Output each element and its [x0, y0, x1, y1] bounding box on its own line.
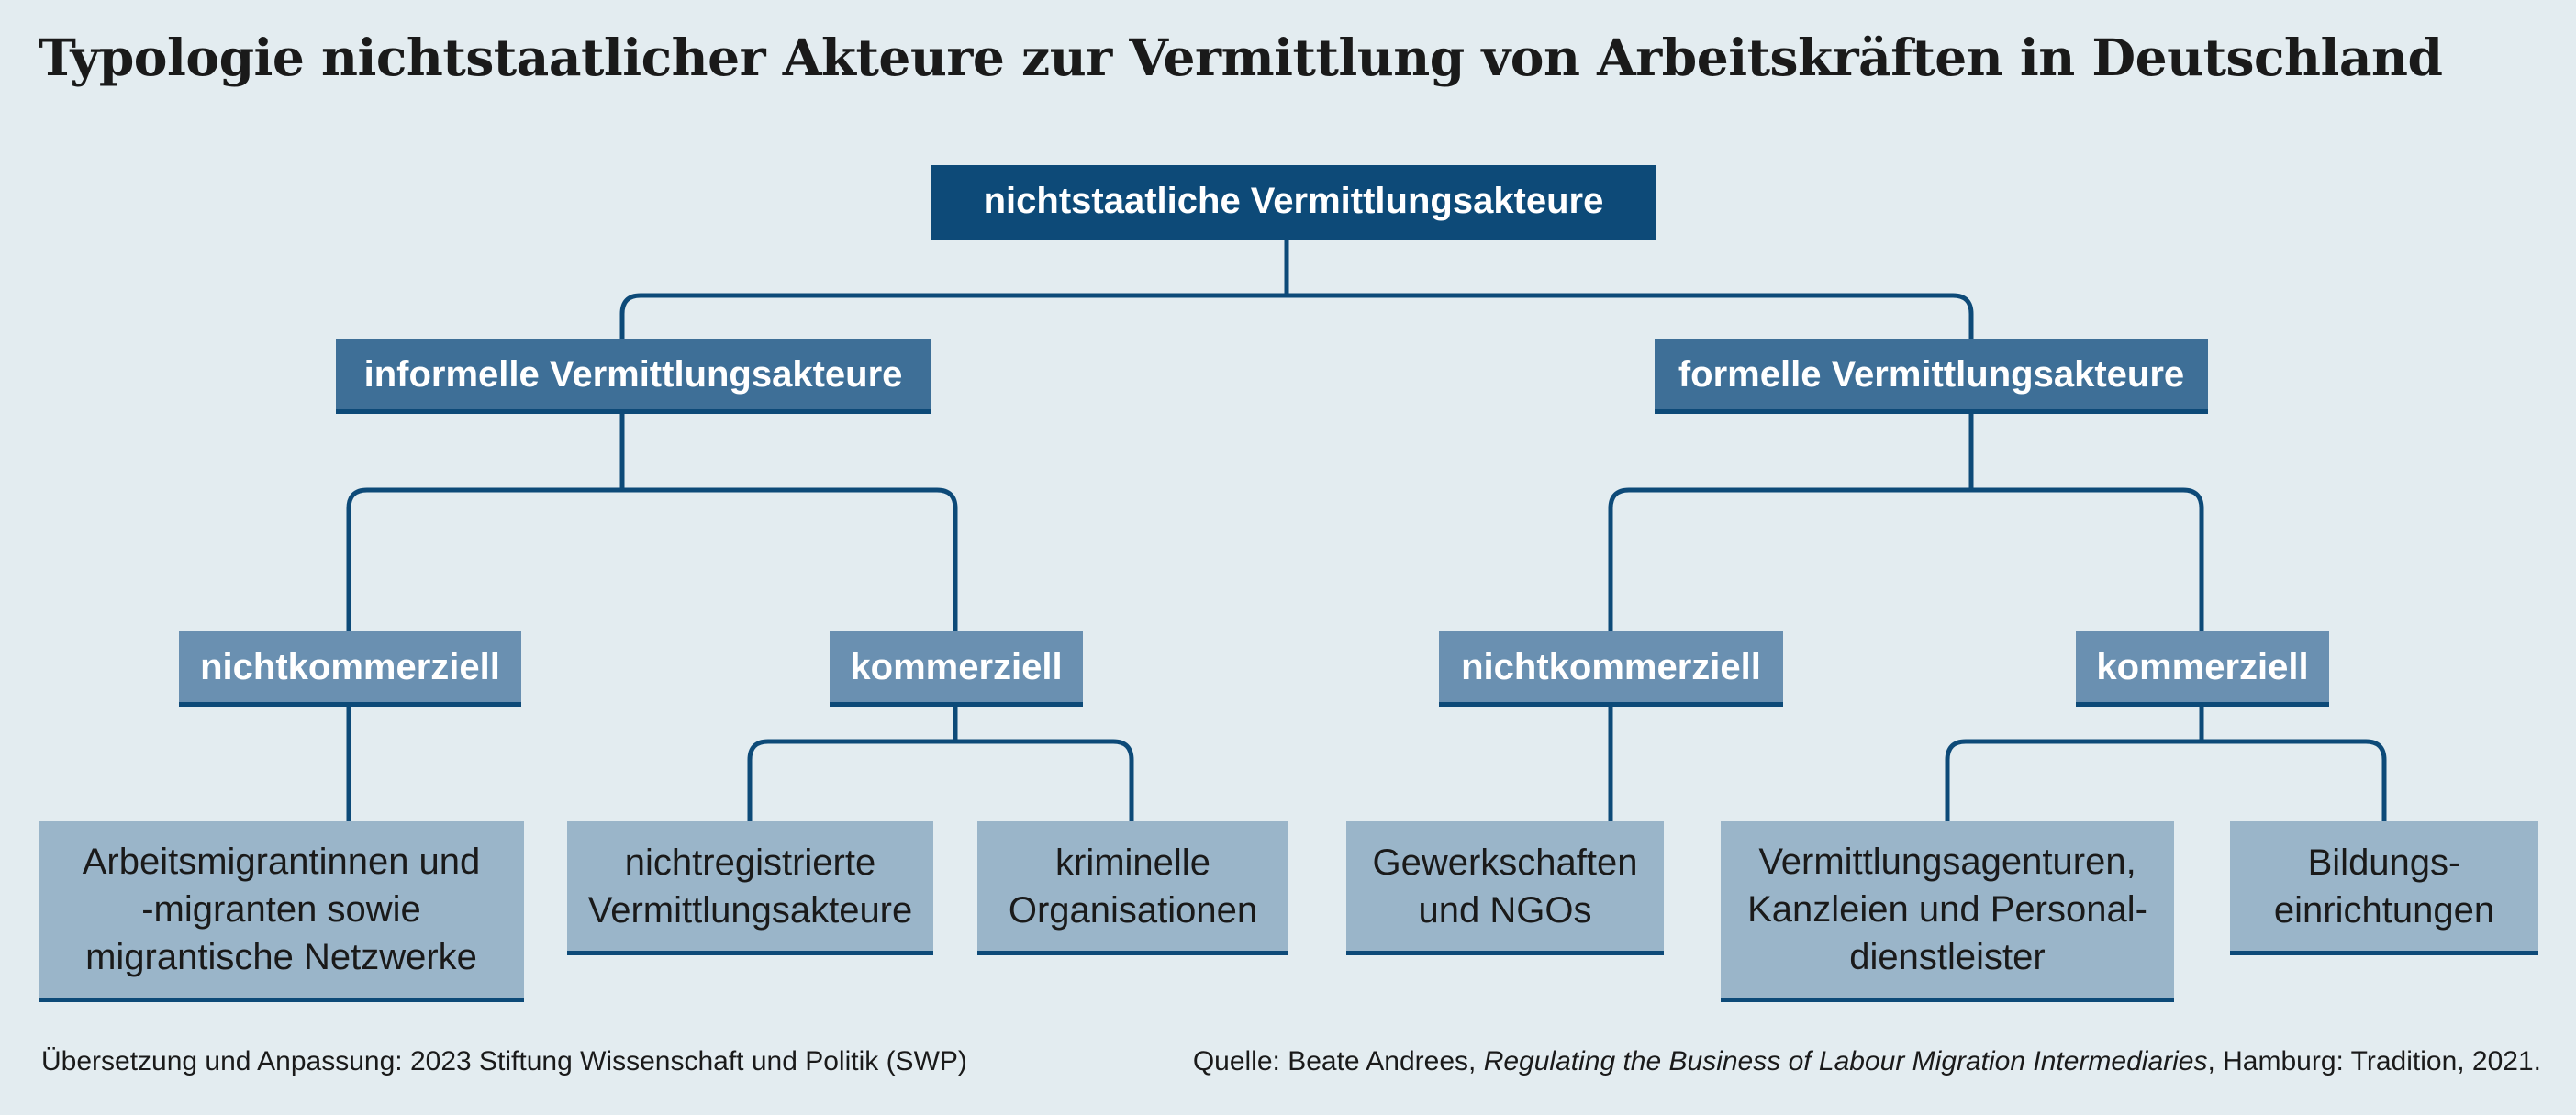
source-title: Regulating the Business of Labour Migration Intermediaries [1483, 1046, 2208, 1076]
leaf-criminal: kriminelle Organisationen [977, 821, 1288, 955]
leaf-education: Bildungs- einrichtungen [2230, 821, 2538, 955]
connector-formal [1611, 412, 2202, 633]
diagram-title: Typologie nichtstaatlicher Akteure zur Vermittlung von Arbeitskräften in Deutschland [39, 28, 2443, 87]
leaf-migrants: Arbeitsmigrantinnen und -migranten sowie migrantische Netzwerke [39, 821, 524, 1002]
footer-credit: Übersetzung und Anpassung: 2023 Stiftung Wissenschaft und Politik (SWP) [41, 1046, 967, 1076]
node-formal-noncommercial: nichtkommerziell [1439, 631, 1783, 707]
leaf-unregistered: nichtregistrierte Vermittlungsakteure [567, 821, 933, 955]
connector-root [622, 240, 1971, 341]
node-formal-commercial: kommerziell [2076, 631, 2329, 707]
footer-source: Quelle: Beate Andrees, Regulating the Business of Labour Migration Intermediaries, Hamburg: Tradition, 2021. [1192, 1046, 2541, 1076]
connector-formal-commercial [1947, 705, 2384, 821]
leaf-unions: Gewerkschaften und NGOs [1346, 821, 1664, 955]
node-root: nichtstaatliche Vermittlungsakteure [931, 165, 1656, 240]
node-informal-commercial: kommerziell [830, 631, 1083, 707]
node-informal-noncommercial: nichtkommerziell [179, 631, 521, 707]
leaf-agencies: Vermittlungsagenturen, Kanzleien und Personal- dienstleister [1721, 821, 2174, 1002]
connector-informal [349, 412, 955, 633]
connector-informal-commercial [750, 705, 1132, 821]
node-informal: informelle Vermittlungsakteure [336, 339, 931, 414]
node-formal: formelle Vermittlungsakteure [1655, 339, 2208, 414]
